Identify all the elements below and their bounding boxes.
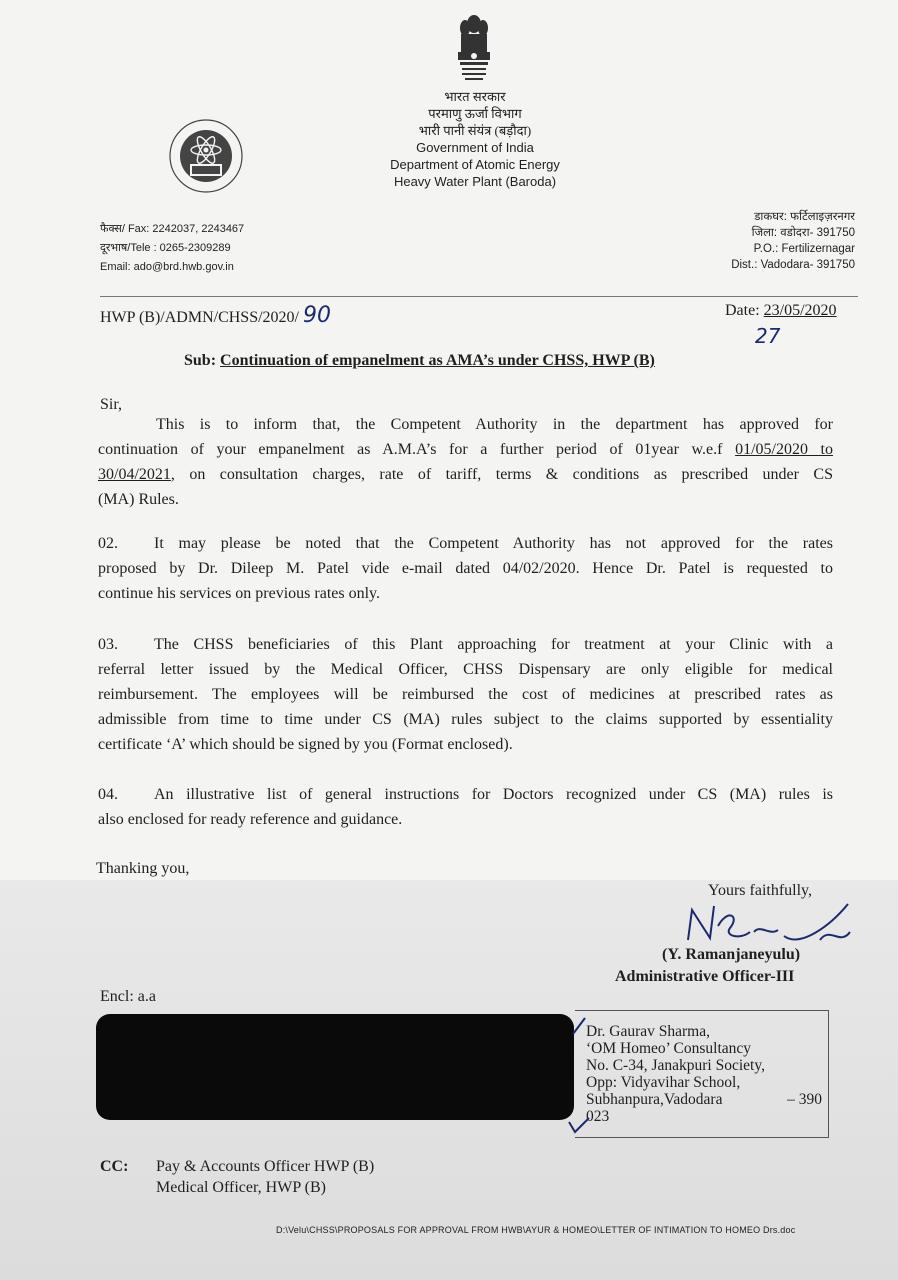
subject-label: Sub:	[184, 352, 217, 369]
para2-line-1	[98, 531, 833, 556]
cc-line-1	[100, 1156, 374, 1177]
para1-line-2-text: continuation of your empanelment as A.M.A’s for a further period of 01year w.e.f	[98, 441, 736, 458]
postal-dist: Dist.: Vadodara- 391750	[731, 259, 855, 271]
address-line-1: Dr. Gaurav Sharma,	[586, 1023, 710, 1040]
para1-line-2-date: 01/05/2020 to	[735, 441, 833, 458]
national-emblem-icon	[452, 12, 496, 84]
reference-handwritten: 90	[302, 303, 331, 328]
cc-recipient-2: Medical Officer, HWP (B)	[156, 1179, 326, 1196]
paragraph-2	[98, 531, 833, 606]
para1-line-3-text: , on consultation charges, rate of tariff, terms & conditions as prescribed under CS	[170, 466, 833, 483]
header-hindi-line-3: भारी पानी संयंत्र (बड़ौदा)	[418, 123, 532, 138]
para3-line-3: reimbursement. The employees will be reimbursed the cost of medicines at prescribed rates as	[98, 686, 833, 703]
dae-logo-icon	[165, 112, 247, 206]
signatory-designation	[615, 968, 794, 986]
letter-date	[725, 302, 837, 320]
para3-number: 03.	[98, 636, 118, 653]
para2-number: 02.	[98, 535, 118, 552]
postal-hindi-1: डाकघर: फर्टिलाइज़रनगर	[754, 211, 855, 223]
para1-line-3-date: 30/04/2021	[98, 466, 171, 483]
email-line: Email: ado@brd.hwb.gov.in	[100, 261, 234, 273]
para4-number: 04.	[98, 786, 118, 803]
paragraph-3	[98, 632, 833, 757]
postal-po: P.O.: Fertilizernagar	[753, 243, 855, 255]
header-plant: Heavy Water Plant (Baroda)	[393, 174, 557, 189]
cc-block	[100, 1156, 374, 1198]
para3-line-5: certificate ‘A’ which should be signed by you (Format enclosed).	[98, 736, 513, 753]
signatory-name	[662, 946, 800, 964]
para2-line-1-text: It may please be noted that the Competent Authority has not approved for the rates	[154, 535, 833, 552]
file-path-footer: D:\Velu\CHSS\PROPOSALS FOR APPROVAL FROM HWB\AYUR & HOMEO\LETTER OF INTIMATION TO HOMEO Drs.doc	[276, 1225, 796, 1235]
salutation: Sir,	[100, 396, 123, 413]
para3-line-1	[98, 632, 833, 657]
para4-line-2: also enclosed for ready reference and guidance.	[98, 811, 403, 828]
date-handwritten-note: 27	[755, 324, 781, 348]
address-line-4: Opp: Vidyavihar School,	[586, 1074, 741, 1091]
address-line-6: 023	[586, 1108, 610, 1125]
para4-line-1	[98, 782, 833, 807]
subject-line	[184, 352, 655, 370]
para4-line-1-text: An illustrative list of general instructions for Doctors recognized under CS (MA) rules is	[154, 786, 833, 803]
header-hindi-line-1: भारत सरकार	[444, 89, 506, 104]
tick-mark	[563, 1014, 593, 1140]
signatory-name-text: (Y. Ramanjaneyulu)	[662, 946, 801, 963]
paragraph-1	[98, 412, 833, 512]
header-divider	[100, 296, 858, 297]
address-line-3: No. C-34, Janakpuri Society,	[586, 1057, 765, 1074]
postal-hindi-2: जिला: वडोदरा- 391750	[751, 227, 855, 239]
tele-line: दूरभाष/Tele : 0265-2309289	[100, 242, 231, 254]
postal-address	[640, 209, 855, 273]
fax-line: फैक्स/ Fax: 2242037, 2243467	[100, 223, 245, 235]
para1-line-4: (MA) Rules.	[98, 491, 179, 508]
header-department: Department of Atomic Energy	[390, 157, 560, 172]
yours-faithfully: Yours faithfully,	[708, 882, 813, 899]
address-line-5-pin: – 390	[787, 1091, 822, 1108]
address-line-2: ‘OM Homeo’ Consultancy	[586, 1040, 752, 1057]
subject-text: Continuation of empanelment as AMA’s under CHSS, HWP (B)	[220, 352, 655, 369]
recipient-address	[586, 1023, 822, 1125]
address-line-5-city: Subhanpura,Vadodara	[586, 1091, 723, 1108]
signatory-designation-text: Administrative Officer-III	[615, 968, 795, 985]
reference-prefix: HWP (B)/ADMN/CHSS/2020/	[100, 309, 303, 326]
para2-line-3: continue his services on previous rates only.	[98, 585, 381, 602]
para3-line-2: referral letter issued by the Medical Officer, CHSS Dispensary are only eligible for medical	[98, 661, 833, 678]
header-hindi-line-2: परमाणु ऊर्जा विभाग	[428, 106, 522, 121]
department-header	[360, 88, 590, 190]
cc-label: CC:	[100, 1158, 129, 1175]
reference-number	[100, 303, 331, 328]
cc-recipient-1: Pay & Accounts Officer HWP (B)	[156, 1158, 375, 1175]
address-line-5	[586, 1091, 822, 1108]
para2-line-2: proposed by Dr. Dileep M. Patel vide e-mail dated 04/02/2020. Hence Dr. Patel is requested to	[98, 560, 833, 577]
closing-thanks: Thanking you,	[96, 860, 190, 877]
paragraph-4	[98, 782, 833, 832]
para3-line-4: admissible from time to time under CS (MA) rules subject to the claims supported by essentiality	[98, 711, 833, 728]
contact-details	[100, 220, 244, 277]
redacted-block	[96, 1014, 574, 1120]
date-value: 23/05/2020	[763, 302, 837, 319]
date-label: Date:	[725, 302, 760, 319]
para1-line-2	[98, 437, 833, 462]
header-government: Government of India	[416, 140, 534, 155]
para3-line-1-text: The CHSS beneficiaries of this Plant approaching for treatment at your Clinic with a	[154, 636, 833, 653]
enclosure: Encl: a.a	[100, 988, 156, 1005]
para1-line-1: This is to inform that, the Competent Authority in the department has approved for	[156, 416, 833, 433]
para1-line-3	[98, 462, 833, 487]
